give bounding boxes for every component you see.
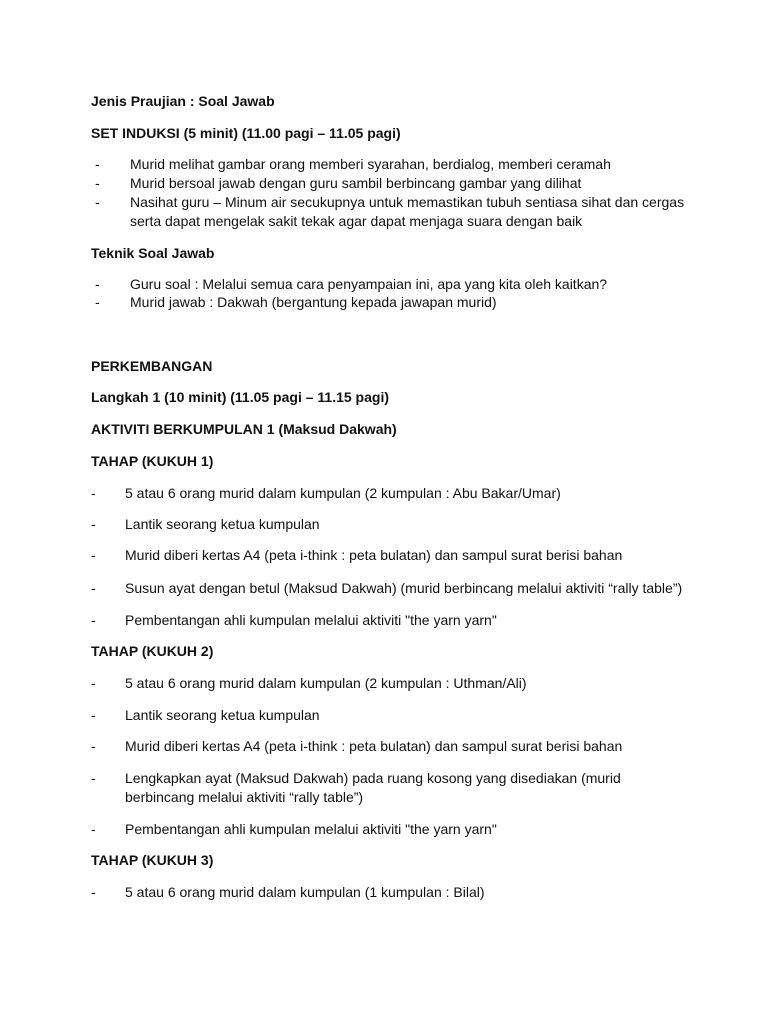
bullet-dash: -: [91, 547, 96, 563]
bullet-dash: -: [91, 707, 96, 723]
tahap2-item-continuation: berbincang melalui aktiviti “rally table”): [125, 789, 364, 805]
set-induksi-item: Murid bersoal jawab dengan guru sambil berbincang gambar yang dilihat: [130, 175, 582, 191]
heading-tahap2: TAHAP (KUKUH 2): [91, 643, 214, 659]
bullet-dash: -: [91, 485, 96, 501]
bullet-dash: -: [91, 738, 96, 754]
teknik-item: Murid jawab : Dakwah (bergantung kepada jawapan murid): [130, 294, 497, 310]
bullet-dash: -: [95, 156, 100, 172]
bullet-dash: -: [91, 770, 96, 786]
heading-langkah1: Langkah 1 (10 minit) (11.05 pagi – 11.15 pagi): [91, 389, 389, 405]
bullet-dash: -: [91, 516, 96, 532]
tahap1-item: Murid diberi kertas A4 (peta i-think : peta bulatan) dan sampul surat berisi bahan: [125, 547, 623, 563]
bullet-dash: -: [91, 675, 96, 691]
tahap1-item: Pembentangan ahli kumpulan melalui aktiviti "the yarn yarn": [125, 612, 497, 628]
bullet-dash: -: [91, 884, 96, 900]
heading-jenis: Jenis Praujian : Soal Jawab: [91, 93, 275, 109]
bullet-dash: -: [95, 276, 100, 292]
tahap3-item: 5 atau 6 orang murid dalam kumpulan (1 kumpulan : Bilal): [125, 884, 485, 900]
heading-aktiviti1: AKTIVITI BERKUMPULAN 1 (Maksud Dakwah): [91, 421, 397, 437]
tahap1-item: Lantik seorang ketua kumpulan: [125, 516, 320, 532]
heading-tahap1: TAHAP (KUKUH 1): [91, 453, 214, 469]
set-induksi-item-continuation: serta dapat mengelak sakit tekak agar dapat menjaga suara dengan baik: [130, 213, 583, 229]
tahap1-item: 5 atau 6 orang murid dalam kumpulan (2 kumpulan : Abu Bakar/Umar): [125, 485, 561, 501]
tahap2-item: Pembentangan ahli kumpulan melalui aktiviti "the yarn yarn": [125, 821, 497, 837]
set-induksi-item: Nasihat guru – Minum air secukupnya untuk memastikan tubuh sentiasa sihat dan cergas: [130, 194, 685, 210]
tahap2-item: Lantik seorang ketua kumpulan: [125, 707, 320, 723]
teknik-item: Guru soal : Melalui semua cara penyampaian ini, apa yang kita oleh kaitkan?: [130, 276, 608, 292]
bullet-dash: -: [91, 580, 96, 596]
tahap1-item: Susun ayat dengan betul (Maksud Dakwah) (murid berbincang melalui aktiviti “rally table”): [125, 580, 683, 596]
heading-teknik: Teknik Soal Jawab: [91, 245, 215, 261]
tahap2-item: Lengkapkan ayat (Maksud Dakwah) pada ruang kosong yang disediakan (murid: [125, 770, 621, 786]
bullet-dash: -: [91, 612, 96, 628]
heading-set-induksi: SET INDUKSI (5 minit) (11.00 pagi – 11.05 pagi): [91, 125, 401, 141]
bullet-dash: -: [95, 175, 100, 191]
bullet-dash: -: [91, 821, 96, 837]
heading-perkembangan: PERKEMBANGAN: [91, 358, 213, 374]
set-induksi-item: Murid melihat gambar orang memberi syarahan, berdialog, memberi ceramah: [130, 156, 611, 172]
bullet-dash: -: [95, 194, 100, 210]
tahap2-item: 5 atau 6 orang murid dalam kumpulan (2 kumpulan : Uthman/Ali): [125, 675, 527, 691]
bullet-dash: -: [95, 294, 100, 310]
tahap2-item: Murid diberi kertas A4 (peta i-think : peta bulatan) dan sampul surat berisi bahan: [125, 738, 623, 754]
heading-tahap3: TAHAP (KUKUH 3): [91, 852, 214, 868]
